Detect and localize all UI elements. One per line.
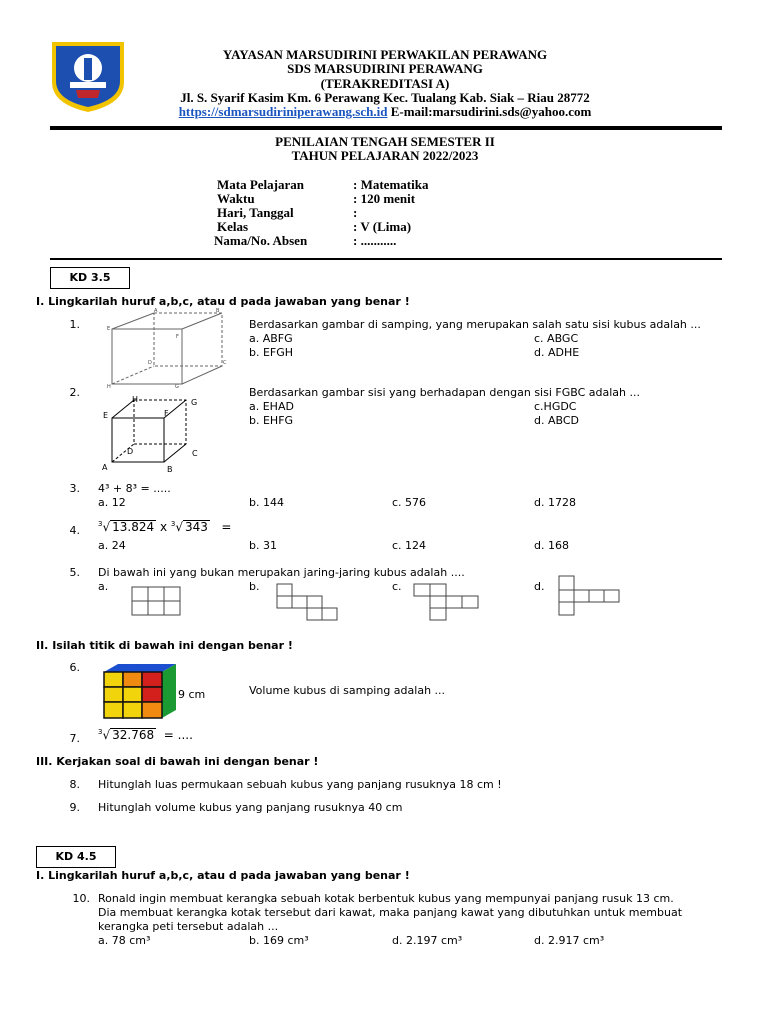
vertex-label: F: [176, 334, 179, 340]
section-instruction: I. Lingkarilah huruf a,b,c, atau d pada jawaban yang benar !: [36, 295, 410, 308]
question-number: 9.: [69, 801, 80, 814]
question-text-line: kerangka peti tersebut adalah ...: [98, 920, 279, 933]
option-c[interactable]: c. 576: [392, 496, 427, 509]
option-b[interactable]: b. EHFG: [249, 414, 294, 427]
question-text-line: Dia membuat kerangka kotak tersebut dari kawat, maka panjang kawat yang dibutuhkan untuk membuat: [98, 906, 683, 919]
svg-text:E: E: [103, 411, 109, 420]
option-a[interactable]: a. 12: [98, 496, 126, 509]
net-option-c: [410, 582, 480, 622]
root-index: 3: [170, 520, 176, 528]
svg-text:C: C: [192, 449, 198, 458]
option-d[interactable]: d. ADHE: [534, 346, 580, 359]
rubiks-cube-image: [102, 662, 178, 720]
svg-text:F: F: [164, 409, 169, 418]
option-d[interactable]: d. 1728: [534, 496, 576, 509]
header-address: Jl. S. Syarif Kasim Km. 6 Perawang Kec. Tualang Kab. Siak – Riau 28772: [180, 90, 590, 105]
option-b[interactable]: b. EFGH: [249, 346, 294, 359]
cube-diagram-1: [104, 306, 232, 390]
equals-sign: =: [221, 520, 232, 534]
kd-box: KD 3.5: [50, 267, 130, 289]
exam-title: PENILAIAN TENGAH SEMESTER II: [275, 134, 495, 149]
info-label: Kelas: [217, 219, 249, 234]
svg-text:G: G: [191, 398, 198, 407]
question-number: 1.: [69, 318, 80, 331]
info-value: : V (Lima): [353, 219, 412, 234]
question-number: 3.: [69, 482, 80, 495]
net-option-a: [126, 582, 186, 622]
option-d[interactable]: d. 2.917 cm³: [534, 934, 605, 947]
answer-blank: = ....: [163, 728, 193, 742]
question-text: 4³ + 8³ = .....: [98, 482, 171, 495]
net-option-b: [275, 582, 347, 622]
question-number: 5.: [69, 566, 80, 579]
cube-side-label: 9 cm: [178, 688, 206, 701]
option-a[interactable]: a. 78 cm³: [98, 934, 151, 947]
section-instruction: III. Kerjakan soal di bawah ini dengan benar !: [36, 755, 319, 768]
email-text: E-mail:marsudirini.sds@yahoo.com: [390, 104, 592, 119]
option-d[interactable]: d. ABCD: [534, 414, 580, 427]
question-expression: $^3$√ 32.768 = ....: [98, 728, 193, 742]
option-b[interactable]: b. 169 cm³: [249, 934, 309, 947]
exam-year: TAHUN PELAJARAN 2022/2023: [291, 148, 479, 163]
info-label: Nama/No. Absen: [214, 233, 308, 248]
info-divider: [50, 258, 722, 260]
root-index: 3: [98, 728, 103, 736]
cube-diagram-2: [100, 394, 210, 474]
info-label: Mata Pelajaran: [217, 177, 305, 192]
option-c[interactable]: d. 2.197 cm³: [392, 934, 463, 947]
question-text-line: Ronald ingin membuat kerangka sebuah kotak berbentuk kubus yang mempunyai panjang rusuk 13 cm.: [98, 892, 674, 905]
option-a[interactable]: a. 24: [98, 539, 126, 552]
info-value: : ...........: [353, 233, 397, 248]
question-text: Hitunglah luas permukaan sebuah kubus yang panjang rusuknya 18 cm !: [98, 778, 502, 791]
question-text: Hitunglah volume kubus yang panjang rusuknya 40 cm: [98, 801, 403, 814]
option-b[interactable]: b. 144: [249, 496, 284, 509]
vertex-label: D: [148, 360, 152, 366]
vertex-label: H: [107, 384, 111, 390]
vertex-label: G: [175, 384, 179, 390]
kd-box: KD 4.5: [36, 846, 116, 868]
website-link[interactable]: https://sdmarsudiriniperawang.sch.id: [178, 104, 388, 119]
option-a[interactable]: a. EHAD: [249, 400, 294, 413]
header-accreditation: (TERAKREDITASI A): [320, 76, 450, 91]
option-b[interactable]: b.: [249, 580, 260, 593]
section-instruction: I. Lingkarilah huruf a,b,c, atau d pada jawaban yang benar !: [36, 869, 410, 882]
header-foundation: YAYASAN MARSUDIRINI PERWAKILAN PERAWANG: [222, 47, 548, 62]
svg-text:H: H: [132, 395, 139, 404]
question-text: Berdasarkan gambar sisi yang berhadapan dengan sisi FGBC adalah ...: [249, 386, 640, 399]
question-number: 2.: [69, 386, 80, 399]
radicand: 343: [185, 520, 208, 534]
info-value: :: [353, 205, 358, 220]
svg-text:D: D: [127, 447, 134, 456]
section-instruction: II. Isilah titik di bawah ini dengan benar !: [36, 639, 293, 652]
question-number: 7.: [69, 732, 80, 745]
radicand: 32.768: [112, 728, 155, 742]
option-b[interactable]: b. 31: [249, 539, 277, 552]
info-label: Waktu: [217, 191, 255, 206]
question-number: 8.: [69, 778, 80, 791]
header-contact: [100, 105, 670, 119]
vertex-label: B: [216, 308, 220, 314]
option-c[interactable]: c. 124: [392, 539, 427, 552]
question-text: Berdasarkan gambar di samping, yang merupakan salah satu sisi kubus adalah ...: [249, 318, 701, 331]
question-text: Volume kubus di samping adalah ...: [249, 684, 446, 697]
option-c[interactable]: c.HGDC: [534, 400, 577, 413]
question-number: 6.: [69, 661, 80, 674]
option-d[interactable]: d. 168: [534, 539, 569, 552]
vertex-label: C: [223, 360, 227, 366]
exam-info-table: [214, 178, 428, 248]
question-number: 4.: [69, 524, 80, 537]
root-index: 3: [98, 520, 103, 528]
vertex-label: E: [107, 326, 111, 332]
question-number: 10.: [72, 892, 90, 905]
info-value: : 120 menit: [353, 191, 416, 206]
svg-text:A: A: [102, 463, 108, 472]
header-divider: [50, 126, 722, 130]
option-a[interactable]: a. ABFG: [249, 332, 293, 345]
header-school: SDS MARSUDIRINI PERAWANG: [287, 61, 483, 76]
net-option-d: [555, 574, 625, 620]
times-sign: x: [159, 520, 168, 534]
info-value: : Matematika: [353, 177, 429, 192]
option-c[interactable]: c.: [392, 580, 402, 593]
radicand: 13.824: [112, 520, 155, 534]
svg-text:B: B: [167, 465, 173, 474]
option-d[interactable]: d.: [534, 580, 545, 593]
option-a[interactable]: a.: [98, 580, 109, 593]
info-label: Hari, Tanggal: [217, 205, 294, 220]
vertex-label: A: [154, 308, 158, 314]
question-text: Di bawah ini yang bukan merupakan jaring-jaring kubus adalah ....: [98, 566, 465, 579]
option-c[interactable]: c. ABGC: [534, 332, 579, 345]
question-expression: $^3$√ 13.824 x $^3$√ 343 =: [98, 520, 232, 534]
